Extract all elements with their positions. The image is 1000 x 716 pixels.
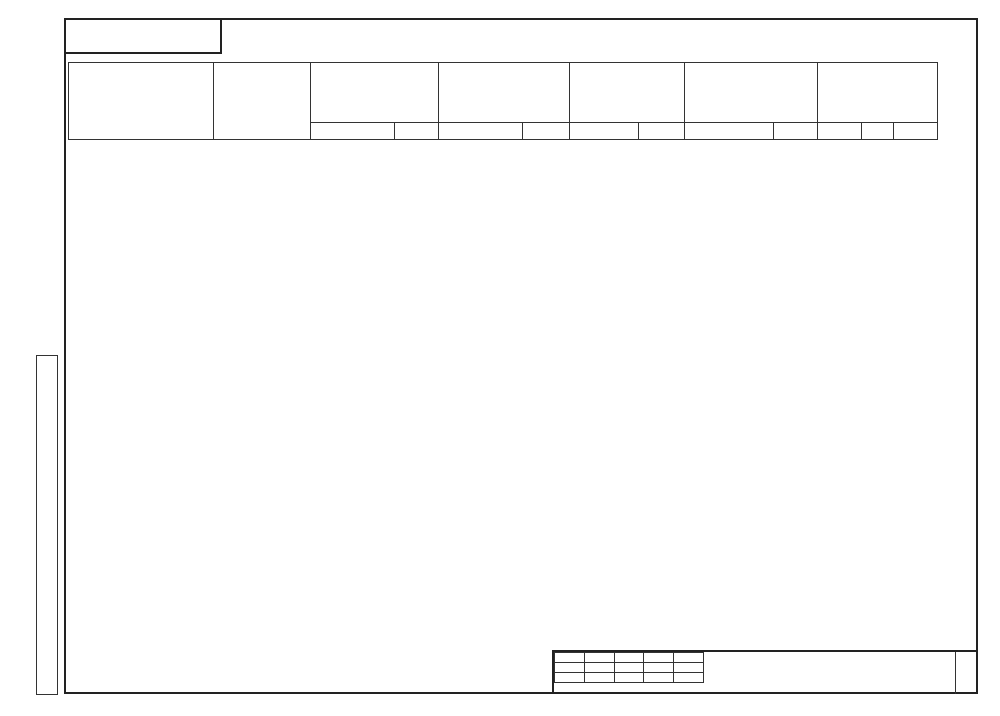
- header-designation: [69, 63, 214, 140]
- header-pos3: [569, 63, 685, 123]
- header-pos1: [310, 63, 438, 123]
- subheader-oboz: [439, 123, 523, 140]
- inverted-stamp: [64, 18, 222, 54]
- subheader-mass: [523, 123, 569, 140]
- sheet-box: [955, 652, 978, 694]
- binding-strip: [36, 355, 58, 695]
- header-passage: [214, 63, 311, 140]
- revision-grid: [554, 652, 704, 694]
- subheader-oboz: [310, 123, 394, 140]
- title-block: [552, 650, 978, 694]
- subheader-tolerance: [862, 123, 894, 140]
- subheader-oboz: [569, 123, 638, 140]
- subheader-mass: [773, 123, 817, 140]
- header-pos2: [439, 63, 569, 123]
- subheader-length: [817, 123, 861, 140]
- subheader-oboz: [685, 123, 773, 140]
- subheader-mass: [395, 123, 439, 140]
- subheader-mass: [639, 123, 685, 140]
- header-pos8: [685, 63, 818, 123]
- subheader-mass: [893, 123, 937, 140]
- header-pos9: [817, 63, 937, 123]
- spec-table: [68, 62, 938, 140]
